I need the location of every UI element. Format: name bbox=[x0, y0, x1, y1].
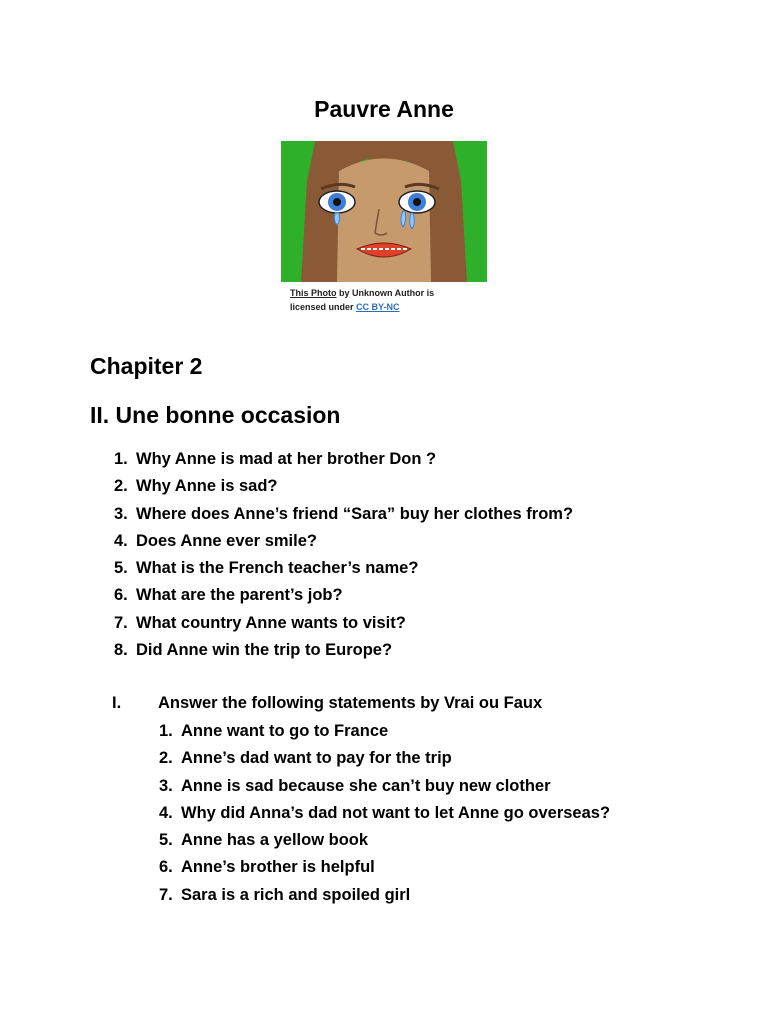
list-item: 8. Did Anne win the trip to Europe? bbox=[114, 641, 393, 660]
list-item: 3. Anne is sad because she can’t buy new clother bbox=[159, 776, 551, 795]
vrai-faux-list bbox=[159, 718, 611, 909]
list-item: 4. Does Anne ever smile? bbox=[114, 531, 317, 550]
list-item: 7. What country Anne wants to visit? bbox=[114, 613, 406, 632]
list-item: 4. Why did Anna’s dad not want to let Anne go overseas? bbox=[159, 803, 611, 822]
face bbox=[337, 159, 431, 283]
chapter-heading: Chapiter 2 bbox=[90, 353, 203, 379]
list-item: 6. What are the parent’s job? bbox=[114, 586, 343, 605]
list-item: 2. Anne’s dad want to pay for the trip bbox=[159, 749, 452, 768]
list-item: 3. Where does Anne’s friend “Sara” buy her clothes from? bbox=[114, 504, 574, 523]
question-list bbox=[114, 446, 574, 664]
section-heading: II. Une bonne occasion bbox=[90, 402, 341, 428]
image-credit-caption: This Photo by Unknown Author is licensed under CC BY-NC bbox=[290, 288, 435, 312]
page-title: Pauvre Anne bbox=[314, 96, 454, 122]
list-item: 1. Anne want to go to France bbox=[159, 722, 389, 740]
list-item: 6. Anne’s brother is helpful bbox=[159, 858, 375, 877]
list-item: 5. Anne has a yellow book bbox=[159, 831, 369, 850]
list-item: 5. What is the French teacher’s name? bbox=[114, 559, 419, 578]
list-item: 1. Why Anne is mad at her brother Don ? bbox=[114, 450, 437, 468]
list-item: 2. Why Anne is sad? bbox=[114, 477, 278, 496]
list-item: 7. Sara is a rich and spoiled girl bbox=[159, 885, 411, 904]
crying-girl-portrait bbox=[281, 141, 487, 282]
tears bbox=[334, 213, 339, 225]
this-photo-link[interactable]: This Photo bbox=[290, 288, 337, 298]
license-link[interactable]: CC BY-NC bbox=[356, 302, 400, 312]
